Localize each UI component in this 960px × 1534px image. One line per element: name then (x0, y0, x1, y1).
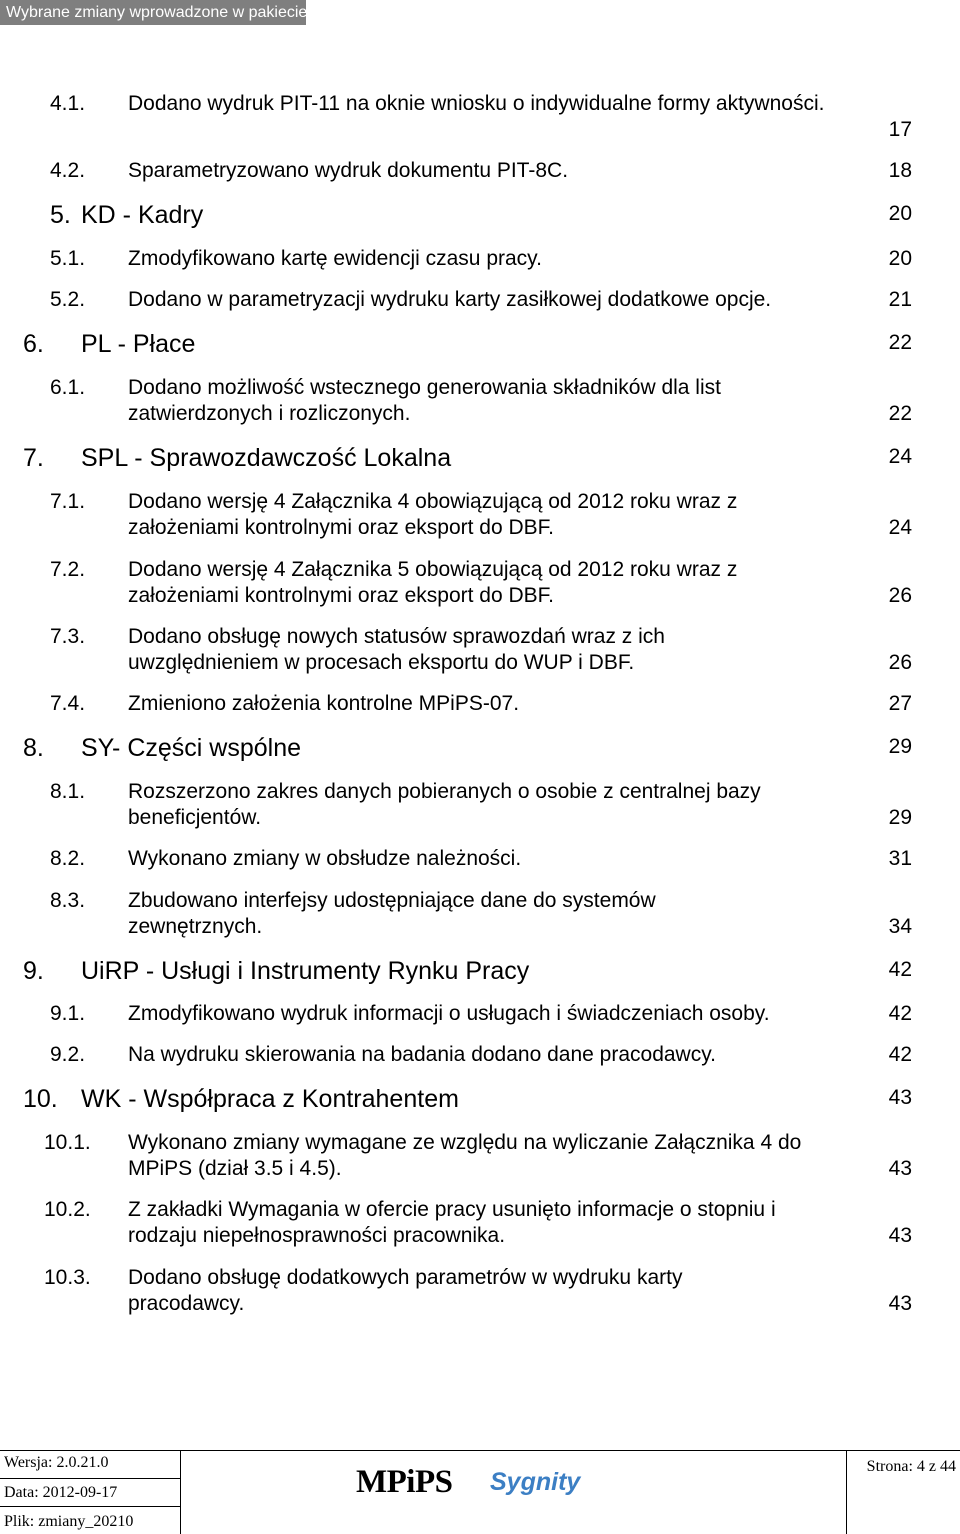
toc-entry-number: 8.1. (50, 780, 86, 803)
toc-section-number: 9. (23, 957, 44, 985)
toc-entry-number: 8.2. (50, 847, 86, 870)
document-footer (0, 1450, 960, 1534)
footer-row-divider (0, 1506, 180, 1507)
toc-entry-title: Dodano wersję 4 Załącznika 4 obowiązującą od 2012 roku wraz z założeniami kontrolnymi oraz eksport do DBF. (128, 490, 738, 539)
toc-entry-number: 7.3. (50, 625, 86, 648)
footer-column-divider (846, 1450, 847, 1534)
toc-entry-title: Zmodyfikowano wydruk informacji o usługach i świadczeniach osoby. (128, 1002, 770, 1025)
toc-entry-number: 7.1. (50, 490, 86, 513)
toc-entry-page: 34 (888, 915, 912, 938)
toc-entry-title: Dodano obsługę nowych statusów sprawozdań wraz z ich uwzględnieniem w procesach eksportu do WUP i DBF. (128, 625, 665, 674)
toc-entry-title: Dodano obsługę dodatkowych parametrów w wydruku karty pracodawcy. (128, 1266, 683, 1315)
toc-entry-number: 10.3. (44, 1266, 91, 1289)
toc-entry-number: 8.3. (50, 889, 86, 912)
toc-entry-page: 26 (888, 584, 912, 607)
toc-section-page: 29 (888, 735, 912, 758)
footer-version: Wersja: 2.0.21.0 (4, 1454, 109, 1471)
toc-entry-number: 5.1. (50, 247, 86, 270)
toc-entry-title: Na wydruku skierowania na badania dodano dane pracodawcy. (128, 1043, 716, 1066)
toc-entry-number: 6.1. (50, 376, 86, 399)
toc-section-title: PL - Płace (81, 330, 196, 358)
document-header: Wybrane zmiany wprowadzone w pakiecie (0, 0, 306, 25)
mpips-logo: MPiPS (356, 1464, 453, 1500)
toc-section-title: UiRP - Usługi i Instrumenty Rynku Pracy (81, 957, 530, 985)
toc-entry-page: 20 (888, 247, 912, 270)
toc-section-number: 5. (50, 201, 71, 229)
toc-entry-page: 22 (888, 402, 912, 425)
toc-section-title: SPL - Sprawozdawczość Lokalna (81, 444, 452, 472)
toc-section-page: 42 (888, 958, 912, 981)
toc-section-title: SY- Części wspólne (81, 734, 302, 762)
toc-section-title: KD - Kadry (81, 201, 204, 229)
toc-section-number: 7. (23, 444, 44, 472)
toc-entry-title: Rozszerzono zakres danych pobieranych o osobie z centralnej bazy beneficjentów. (128, 780, 761, 829)
toc-entry-title: Dodano możliwość wstecznego generowania składników dla list zatwierdzonych i rozliczonych. (128, 376, 721, 425)
toc-entry-number: 4.1. (50, 92, 86, 115)
footer-column-divider (180, 1450, 181, 1534)
page-number: Strona: 4 z 44 (866, 1458, 956, 1475)
toc-entry-page: 43 (888, 1292, 912, 1315)
toc-entry-number: 10.2. (44, 1198, 91, 1221)
toc-entry-number: 7.2. (50, 558, 86, 581)
toc-entry-title: Dodano wydruk PIT-11 na oknie wniosku o indywidualne formy aktywności. (128, 92, 825, 115)
toc-entry-number: 9.2. (50, 1043, 86, 1066)
toc-section-number: 8. (23, 734, 44, 762)
toc-entry-number: 9.1. (50, 1002, 86, 1025)
toc-entry-page: 31 (888, 847, 912, 870)
toc-entry-title: Wykonano zmiany wymagane ze względu na wyliczanie Załącznika 4 do MPiPS (dział 3.5 i 4.5). (128, 1131, 802, 1180)
footer-date: Data: 2012-09-17 (4, 1484, 118, 1501)
toc-section-page: 22 (888, 331, 912, 354)
toc-section-page: 24 (888, 445, 912, 468)
toc-entry-page: 42 (888, 1043, 912, 1066)
toc-entry-title: Dodano wersję 4 Załącznika 5 obowiązującą od 2012 roku wraz z założeniami kontrolnymi oraz eksport do DBF. (128, 558, 738, 607)
toc-entry-title: Zbudowano interfejsy udostępniające dane do systemów zewnętrznych. (128, 889, 656, 938)
toc-entry-title: Wykonano zmiany w obsłudze należności. (128, 847, 522, 870)
footer-row-divider (0, 1478, 180, 1479)
toc-entry-page: 43 (888, 1157, 912, 1180)
toc-entry-page: 17 (888, 118, 912, 141)
toc-entry-page: 43 (888, 1224, 912, 1247)
footer-divider (0, 1450, 960, 1451)
toc-section-page: 20 (888, 202, 912, 225)
toc-section-number: 10. (23, 1085, 58, 1113)
footer-file: Plik: zmiany_20210 (4, 1513, 134, 1530)
toc-entry-page: 24 (888, 516, 912, 539)
toc-section-title: WK - Współpraca z Kontrahentem (81, 1085, 459, 1113)
toc-entry-title: Zmodyfikowano kartę ewidencji czasu pracy. (128, 247, 542, 270)
toc-entry-title: Dodano w parametryzacji wydruku karty zasiłkowej dodatkowe opcje. (128, 288, 772, 311)
toc-section-page: 43 (888, 1086, 912, 1109)
toc-entry-page: 21 (888, 288, 912, 311)
toc-entry-title: Z zakładki Wymagania w ofercie pracy usunięto informacje o stopniu i rodzaju niepełnosprawności pracownika. (128, 1198, 776, 1247)
sygnity-logo: Sygnity (490, 1468, 581, 1496)
toc-entry-number: 4.2. (50, 159, 86, 182)
toc-entry-page: 18 (888, 159, 912, 182)
toc-entry-number: 10.1. (44, 1131, 91, 1154)
toc-entry-page: 29 (888, 806, 912, 829)
toc-entry-page: 42 (888, 1002, 912, 1025)
toc-entry-number: 7.4. (50, 692, 86, 715)
toc-entry-title: Zmieniono założenia kontrolne MPiPS-07. (128, 692, 520, 715)
toc-entry-title: Sparametryzowano wydruk dokumentu PIT-8C. (128, 159, 569, 182)
toc-entry-page: 27 (888, 692, 912, 715)
toc-entry-page: 26 (888, 651, 912, 674)
toc-section-number: 6. (23, 330, 44, 358)
toc-entry-number: 5.2. (50, 288, 86, 311)
